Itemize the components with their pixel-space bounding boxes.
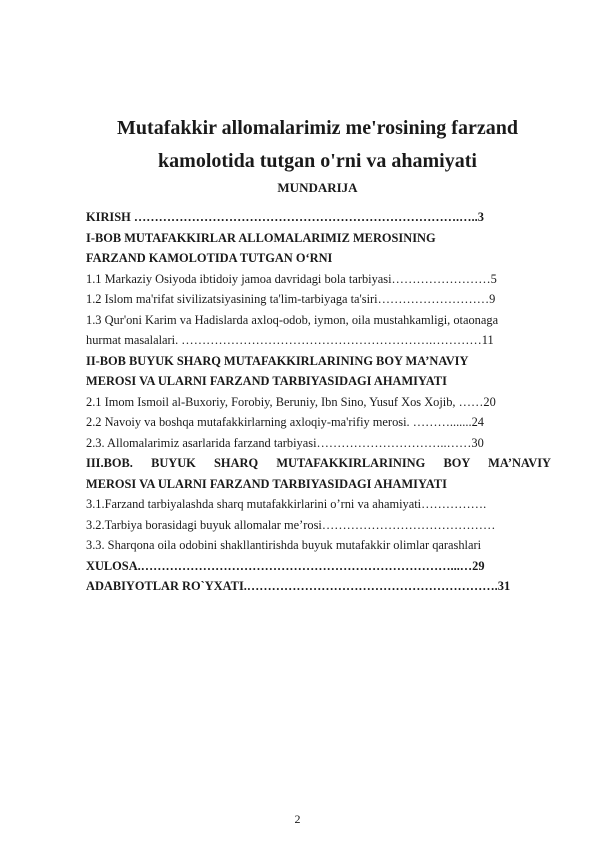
page-number: 2 — [294, 812, 301, 826]
toc-entry: II-BOB BUYUK SHARQ MUTAFAKKIRLARINING BOY MA’NAVIY — [86, 353, 469, 368]
contents-heading: MUNDARIJA — [277, 180, 358, 195]
toc-entry: KIRISH …………………………………………………………………….…..3 — [86, 210, 484, 224]
toc-entry: 1.2 Islom ma'rifat sivilizatsiyasining ta'lim-tarbiyaga ta'siri………………………9 — [86, 292, 496, 306]
table-of-contents — [86, 207, 551, 597]
title-line-2: kamolotida tutgan o'rni va ahamiyati — [158, 150, 477, 172]
toc-entry: 3.1.Farzand tarbiyalashda sharq mutafakkirlarini o’rni va ahamiyati……………. — [86, 497, 487, 511]
toc-entry: 2.1 Imom Ismoil al-Buxoriy, Forobiy, Beruniy, Ibn Sino, Yusuf Xos Xojib, ……20 — [86, 394, 496, 409]
toc-entry: 1.1 Markaziy Osiyoda ibtidoiy jamoa davridagi bola tarbiyasi……………………5 — [86, 271, 497, 286]
toc-entry: 3.2.Tarbiya borasidagi buyuk allomalar me’rosi…………………………………… — [86, 517, 496, 532]
title-line-1: Mutafakkir allomalarimiz me'rosining farzand — [117, 117, 518, 139]
toc-entry: 2.3. Allomalarimiz asarlarida farzand tarbiyasi…………………………..……30 — [86, 435, 484, 450]
toc-entry: 1.3 Qur'oni Karim va Hadislarda axloq-odob, iymon, oila mustahkamligi, otaonaga — [86, 312, 499, 327]
toc-entry: 2.2 Navoiy va boshqa mutafakkirlarning axloqiy-ma'rifiy merosi. ……….......24 — [86, 415, 484, 429]
toc-entry: III.BOB. BUYUK SHARQ MUTAFAKKIRLARINING BOY MA’NAVIY — [86, 456, 551, 470]
toc-entry: XULOSA.…………………………………………………………………...…29 — [86, 558, 485, 573]
toc-entry: I-BOB MUTAFAKKIRLAR ALLOMALARIMIZ MEROSINING — [86, 230, 436, 245]
toc-entry: MEROSI VA ULARNI FARZAND TARBIYASIDAGI AHAMIYATI — [86, 374, 447, 388]
toc-entry: FARZAND KAMOLOTIDA TUTGAN O‘RNI — [86, 251, 333, 265]
toc-entry: MEROSI VA ULARNI FARZAND TARBIYASIDAGI AHAMIYATI — [86, 476, 447, 491]
toc-entry: hurmat masalalari. …………………………………………………….…………11 — [86, 333, 494, 347]
toc-entry: ADABIYOTLAR RO`YXATI.…………………………………………………….31 — [86, 579, 511, 593]
toc-entry: 3.3. Sharqona oila odobini shakllantirishda buyuk mutafakkir olimlar qarashlari — [86, 538, 482, 552]
